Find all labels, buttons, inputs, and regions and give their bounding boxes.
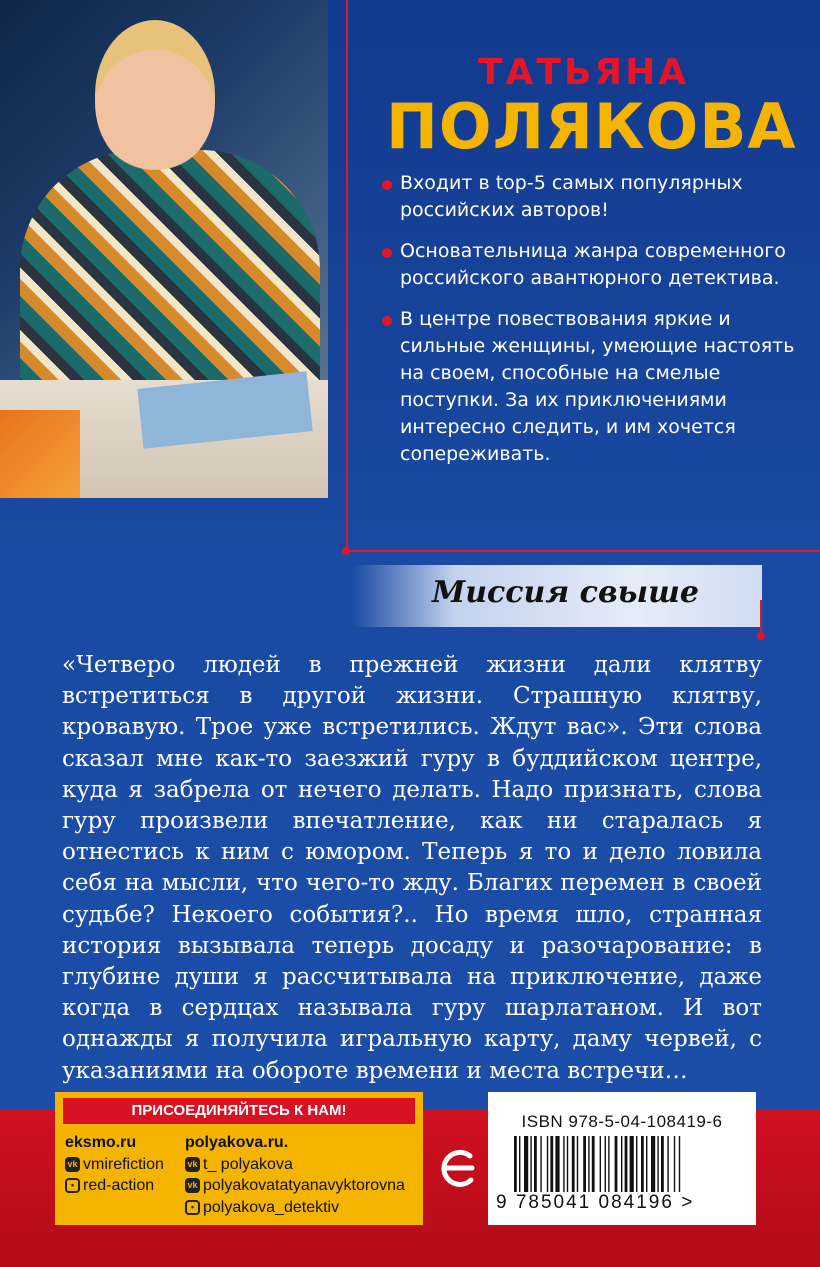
barcode-bar	[667, 1136, 668, 1192]
book-annotation: «Четверо людей в прежней жизни дали клятву встретиться в другой жизни. Страшную клятву, кровавую. Трое уже встретились. Ждут вас». Эти слова сказал мне как-то заезжий гуру в буддийском центре, куда я забрела от нечего делать. Надо признать, слова гуру произвели впечатление, как ни старалась я отнестись к ним с юмором. Теперь я то и дело ловила себя на мысли, что чего-то жду. Благих перемен в своей судьбе? Некоего события?.. Но время шло, странная история вызывала теперь досаду и разочарование: в глубине души я рассчитывала на приключение, даже когда в сердцах называла гуру шарлатаном. И вот однажды я получила игральную карту, даму червей, с указаниями на обороте времени и места встречи…	[62, 652, 762, 1084]
author-last-name: ПОЛЯКОВА	[386, 90, 797, 163]
barcode-bar	[621, 1136, 622, 1192]
barcode-bar	[555, 1136, 559, 1192]
features-list	[382, 170, 802, 482]
decor-horizontal-line	[346, 550, 820, 552]
bullet-dot-icon	[382, 248, 392, 258]
barcode-box	[488, 1092, 756, 1225]
instagram-icon: •	[185, 1200, 200, 1215]
bullet-dot-icon	[382, 180, 392, 190]
barcode-number: 9 785041 084196 >	[496, 1192, 695, 1213]
barcode-bar	[608, 1136, 609, 1192]
instagram-link[interactable]: • polyakova_detektiv	[185, 1197, 405, 1219]
barcode-bar	[646, 1136, 647, 1192]
barcode-bar	[679, 1136, 680, 1192]
barcode-bar	[630, 1136, 634, 1192]
author-photo-head	[95, 20, 215, 170]
book-title: Миссия свыше	[432, 575, 700, 610]
author-photo-book	[0, 410, 80, 498]
social-links-box	[55, 1092, 423, 1225]
vk-link[interactable]: vk t_ polyakova	[185, 1154, 405, 1176]
social-header: ПРИСОЕДИНЯЙТЕСЬ К НАМ!	[63, 1098, 415, 1124]
barcode-bar	[641, 1136, 644, 1192]
barcode-bar	[534, 1136, 537, 1192]
bullet-dot-icon	[382, 316, 392, 326]
barcode-bar	[583, 1136, 586, 1192]
author-first-name: ТАТЬЯНА	[478, 52, 690, 93]
barcode-bar	[563, 1136, 564, 1192]
barcode-bar	[600, 1136, 601, 1192]
decor-title-line	[760, 600, 762, 636]
barcode-bar	[550, 1136, 553, 1192]
barcode-bar	[547, 1136, 548, 1192]
vk-icon: vk	[185, 1178, 200, 1193]
vk-link[interactable]: vk vmirefiction	[65, 1154, 164, 1176]
instagram-icon: •	[65, 1178, 80, 1193]
isbn-text: ISBN 978-5-04-108419-6	[521, 1112, 723, 1131]
site-link[interactable]: eksmo.ru	[65, 1134, 137, 1151]
barcode-bar	[651, 1136, 655, 1192]
barcode-bar	[615, 1136, 618, 1192]
author-photo	[0, 0, 328, 498]
barcode-bar	[592, 1136, 595, 1192]
barcode-bar	[530, 1136, 531, 1192]
barcode-bar	[657, 1136, 658, 1192]
decor-title-dot	[757, 632, 765, 640]
feature-item: Основательница жанра современного российского авантюрного детектива.	[382, 238, 802, 292]
barcode-bar	[519, 1136, 520, 1192]
barcode-bar	[605, 1136, 606, 1192]
vk-link[interactable]: vk polyakovatatyanavyktorovna	[185, 1175, 405, 1197]
vk-icon: vk	[185, 1157, 200, 1172]
social-column-2	[185, 1132, 405, 1218]
decor-vertical-line	[346, 0, 348, 552]
barcode-bar	[567, 1136, 568, 1192]
barcode	[514, 1136, 730, 1192]
barcode-bar	[674, 1136, 675, 1192]
social-column-1	[65, 1132, 164, 1197]
barcode-bar	[540, 1136, 541, 1192]
vk-icon: vk	[65, 1157, 80, 1172]
barcode-bar	[625, 1136, 628, 1192]
barcode-bar	[661, 1136, 664, 1192]
site-link[interactable]: polyakova.ru.	[185, 1134, 289, 1151]
barcode-bar	[514, 1136, 517, 1192]
book-title-banner	[352, 565, 762, 627]
decor-dot	[342, 547, 350, 555]
feature-item: В центре повествования яркие и сильные женщины, умеющие настоять на своем, способные на смелые поступки. За их приключениями интересно следить, и им хочется сопереживать.	[382, 306, 802, 468]
barcode-bar	[524, 1136, 528, 1192]
barcode-bar	[572, 1136, 575, 1192]
instagram-link[interactable]: • red-action	[65, 1175, 164, 1197]
barcode-bar	[588, 1136, 589, 1192]
publisher-logo-icon	[438, 1138, 478, 1198]
barcode-bar	[577, 1136, 578, 1192]
feature-item: Входит в top-5 самых популярных российских авторов!	[382, 170, 802, 224]
barcode-bar	[636, 1136, 637, 1192]
